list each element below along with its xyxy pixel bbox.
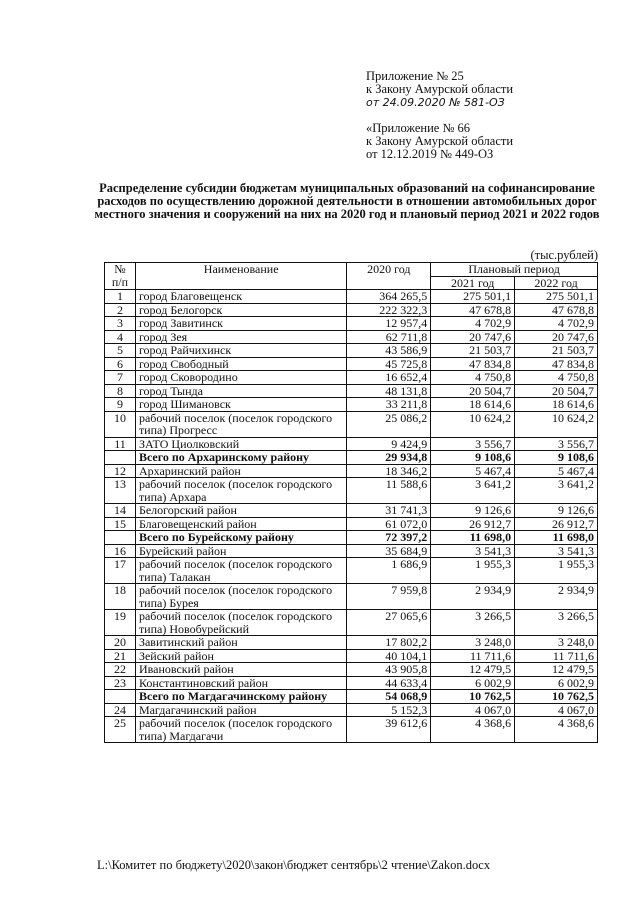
table-row [105, 703, 598, 717]
row-value-2020: 43 586,9 [347, 344, 431, 358]
row-value-2022: 4 067,0 [515, 703, 598, 717]
annex-block-current [366, 70, 513, 109]
annex-prev-number: «Приложение № 66 [366, 121, 471, 135]
table-row [105, 317, 598, 331]
row-name: город Свободный [135, 357, 346, 371]
row-number: 4 [105, 330, 136, 344]
row-value-2020: 31 741,3 [347, 504, 431, 518]
row-value-2021: 4 702,9 [431, 317, 515, 331]
header-planned-period: Плановый период [431, 263, 598, 277]
row-value-2021: 3 266,5 [431, 610, 515, 636]
row-value-2022: 26 912,7 [515, 517, 598, 531]
row-number: 22 [105, 663, 136, 677]
row-value-2021: 18 614,6 [431, 398, 515, 412]
table-row [105, 584, 598, 610]
row-name: рабочий поселок (поселок городского типа) Архара [135, 478, 346, 504]
row-value-2020: 43 905,8 [347, 663, 431, 677]
row-name: город Зея [135, 330, 346, 344]
row-name: Магдагачинский район [135, 703, 346, 717]
row-name: Благовещенский район [135, 517, 346, 531]
row-number [105, 451, 136, 465]
row-value-2020: 25 086,2 [347, 411, 431, 437]
row-value-2020: 54 068,9 [347, 690, 431, 704]
row-value-2022: 9 108,6 [515, 451, 598, 465]
annex-date-handwritten: от 24.09.2020 № 581-ОЗ [366, 96, 505, 109]
row-name: Зейский район [135, 649, 346, 663]
row-number: 10 [105, 411, 136, 437]
table-row [105, 357, 598, 371]
units-label: (тыс.рублей) [530, 248, 598, 262]
row-number: 18 [105, 584, 136, 610]
row-value-2021: 3 556,7 [431, 437, 515, 451]
row-number: 12 [105, 464, 136, 478]
row-value-2020: 7 959,8 [347, 584, 431, 610]
row-number: 21 [105, 649, 136, 663]
row-value-2022: 20 747,6 [515, 330, 598, 344]
row-name: Всего по Архаринскому району [135, 451, 346, 465]
table-row [105, 290, 598, 304]
row-number: 5 [105, 344, 136, 358]
table-row [105, 371, 598, 385]
row-name: Архаринский район [135, 464, 346, 478]
table-row [105, 649, 598, 663]
row-value-2021: 11 711,6 [431, 649, 515, 663]
row-value-2022: 18 614,6 [515, 398, 598, 412]
header-num [105, 263, 136, 290]
row-value-2021: 3 541,3 [431, 544, 515, 558]
row-value-2022: 275 501,1 [515, 290, 598, 304]
row-value-2021: 3 641,2 [431, 478, 515, 504]
row-name: город Благовещенск [135, 290, 346, 304]
row-value-2020: 40 104,1 [347, 649, 431, 663]
total-row [105, 531, 598, 545]
row-value-2021: 47 678,8 [431, 303, 515, 317]
header-2022: 2022 год [515, 276, 598, 290]
row-value-2021: 47 834,8 [431, 357, 515, 371]
row-value-2021: 11 698,0 [431, 531, 515, 545]
row-value-2022: 4 750,8 [515, 371, 598, 385]
row-name: город Белогорск [135, 303, 346, 317]
row-value-2022: 1 955,3 [515, 558, 598, 584]
row-name: Завитинский район [135, 636, 346, 650]
row-number: 3 [105, 317, 136, 331]
annex-number: Приложение № 25 [366, 69, 464, 83]
total-row [105, 690, 598, 704]
row-number: 24 [105, 703, 136, 717]
row-value-2020: 18 346,2 [347, 464, 431, 478]
row-value-2022: 47 678,8 [515, 303, 598, 317]
row-value-2022: 4 368,6 [515, 717, 598, 743]
table-row [105, 303, 598, 317]
row-value-2022: 3 541,3 [515, 544, 598, 558]
annex-block-previous [366, 122, 513, 161]
row-value-2022: 5 467,4 [515, 464, 598, 478]
row-value-2020: 1 686,9 [347, 558, 431, 584]
row-value-2020: 12 957,4 [347, 317, 431, 331]
row-value-2020: 48 131,8 [347, 384, 431, 398]
row-value-2021: 9 108,6 [431, 451, 515, 465]
row-value-2021: 6 002,9 [431, 676, 515, 690]
row-name: Всего по Бурейскому району [135, 531, 346, 545]
row-value-2022: 10 762,5 [515, 690, 598, 704]
table-row [105, 464, 598, 478]
row-value-2021: 5 467,4 [431, 464, 515, 478]
row-value-2021: 20 747,6 [431, 330, 515, 344]
row-number: 14 [105, 504, 136, 518]
row-value-2022: 3 266,5 [515, 610, 598, 636]
row-number: 11 [105, 437, 136, 451]
row-name: Всего по Магдагачинскому району [135, 690, 346, 704]
row-name: Белогорский район [135, 504, 346, 518]
row-value-2020: 5 152,3 [347, 703, 431, 717]
row-number: 17 [105, 558, 136, 584]
row-value-2021: 21 503,7 [431, 344, 515, 358]
header-2020: 2020 год [347, 263, 431, 290]
table-row [105, 717, 598, 743]
annex-prev-date: от 12.12.2019 № 449-ОЗ [366, 147, 494, 161]
row-number: 13 [105, 478, 136, 504]
row-value-2020: 222 322,3 [347, 303, 431, 317]
row-number: 25 [105, 717, 136, 743]
row-name: рабочий поселок (поселок городского типа) Прогресс [135, 411, 346, 437]
table-row [105, 676, 598, 690]
row-number: 6 [105, 357, 136, 371]
row-value-2020: 72 397,2 [347, 531, 431, 545]
row-value-2021: 20 504,7 [431, 384, 515, 398]
row-name: Бурейский район [135, 544, 346, 558]
table-row [105, 558, 598, 584]
subsidy-table [104, 262, 598, 743]
annex-law: к Закону Амурской области [366, 82, 514, 96]
row-name: город Райчихинск [135, 344, 346, 358]
row-name: рабочий поселок (поселок городского типа) Бурея [135, 584, 346, 610]
table-row [105, 663, 598, 677]
document-title: Распределение субсидии бюджетам муниципальных образований на софинансирование расходов по осуществлению дорожной деятельности в отношении автомобильных дорог местного значения и сооружений на них на 2020 год и плановый период 2021 и 2022 годов [94, 181, 600, 221]
table-row [105, 344, 598, 358]
row-value-2022: 20 504,7 [515, 384, 598, 398]
row-value-2020: 39 612,6 [347, 717, 431, 743]
row-value-2020: 35 684,9 [347, 544, 431, 558]
row-value-2020: 61 072,0 [347, 517, 431, 531]
row-value-2020: 44 633,4 [347, 676, 431, 690]
row-number: 23 [105, 676, 136, 690]
row-value-2021: 26 912,7 [431, 517, 515, 531]
header-row-1 [105, 263, 598, 277]
row-value-2021: 4 067,0 [431, 703, 515, 717]
header-num-pp: п/п [111, 274, 129, 289]
row-value-2022: 4 702,9 [515, 317, 598, 331]
row-value-2021: 4 368,6 [431, 717, 515, 743]
header-num-symbol: № [114, 262, 126, 276]
row-number: 1 [105, 290, 136, 304]
row-number [105, 690, 136, 704]
row-name: рабочий поселок (поселок городского типа) Талакан [135, 558, 346, 584]
row-value-2020: 29 934,8 [347, 451, 431, 465]
row-name: город Шимановск [135, 398, 346, 412]
row-value-2020: 45 725,8 [347, 357, 431, 371]
row-number: 2 [105, 303, 136, 317]
table-row [105, 504, 598, 518]
row-value-2022: 3 641,2 [515, 478, 598, 504]
row-number: 16 [105, 544, 136, 558]
row-name: Константиновский район [135, 676, 346, 690]
row-value-2022: 2 934,9 [515, 584, 598, 610]
row-value-2021: 4 750,8 [431, 371, 515, 385]
row-name: Ивановский район [135, 663, 346, 677]
table-row [105, 478, 598, 504]
row-name: ЗАТО Циолковский [135, 437, 346, 451]
row-value-2021: 10 624,2 [431, 411, 515, 437]
total-row [105, 451, 598, 465]
row-number: 15 [105, 517, 136, 531]
row-value-2021: 3 248,0 [431, 636, 515, 650]
table-row [105, 411, 598, 437]
table-body [105, 290, 598, 743]
row-value-2022: 21 503,7 [515, 344, 598, 358]
row-value-2022: 47 834,8 [515, 357, 598, 371]
row-name: рабочий поселок (поселок городского типа) Новобурейский [135, 610, 346, 636]
row-value-2021: 9 126,6 [431, 504, 515, 518]
row-value-2021: 1 955,3 [431, 558, 515, 584]
file-path-footer: L:\Комитет по бюджету\2020\закон\бюджет сентябрь\2 чтение\Zakon.docx [97, 858, 491, 872]
row-value-2021: 12 479,5 [431, 663, 515, 677]
row-value-2022: 6 002,9 [515, 676, 598, 690]
row-value-2020: 33 211,8 [347, 398, 431, 412]
table-row [105, 384, 598, 398]
table-row [105, 517, 598, 531]
row-value-2021: 2 934,9 [431, 584, 515, 610]
row-value-2020: 11 588,6 [347, 478, 431, 504]
table-row [105, 330, 598, 344]
row-value-2021: 275 501,1 [431, 290, 515, 304]
row-value-2022: 3 556,7 [515, 437, 598, 451]
row-number: 20 [105, 636, 136, 650]
row-value-2020: 9 424,9 [347, 437, 431, 451]
row-value-2020: 62 711,8 [347, 330, 431, 344]
table-row [105, 437, 598, 451]
row-value-2022: 11 711,6 [515, 649, 598, 663]
row-value-2022: 9 126,6 [515, 504, 598, 518]
row-number: 7 [105, 371, 136, 385]
table-row [105, 398, 598, 412]
row-value-2022: 12 479,5 [515, 663, 598, 677]
row-value-2020: 16 652,4 [347, 371, 431, 385]
row-name: город Тында [135, 384, 346, 398]
row-value-2020: 27 065,6 [347, 610, 431, 636]
table-row [105, 636, 598, 650]
header-name: Наименование [135, 263, 346, 290]
row-number: 19 [105, 610, 136, 636]
row-value-2021: 10 762,5 [431, 690, 515, 704]
row-value-2022: 10 624,2 [515, 411, 598, 437]
header-2021: 2021 год [431, 276, 515, 290]
annex-prev-law: к Закону Амурской области [366, 134, 514, 148]
row-number: 9 [105, 398, 136, 412]
row-value-2020: 364 265,5 [347, 290, 431, 304]
row-name: город Завитинск [135, 317, 346, 331]
row-name: рабочий поселок (поселок городского типа) Магдагачи [135, 717, 346, 743]
row-number [105, 531, 136, 545]
row-value-2022: 11 698,0 [515, 531, 598, 545]
table-row [105, 544, 598, 558]
row-value-2020: 17 802,2 [347, 636, 431, 650]
row-number: 8 [105, 384, 136, 398]
table-row [105, 610, 598, 636]
row-value-2022: 3 248,0 [515, 636, 598, 650]
row-name: город Сковородино [135, 371, 346, 385]
